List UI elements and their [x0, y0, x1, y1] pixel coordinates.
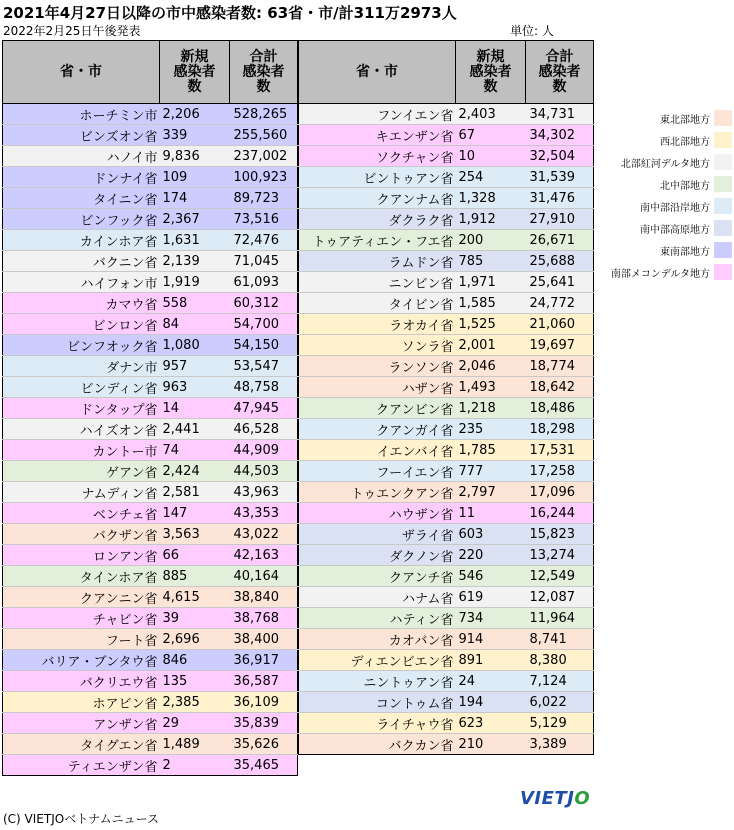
province-name-cell: ホーチミン市	[3, 104, 160, 125]
province-name-cell: ビンフック省	[3, 209, 160, 230]
new-cases-cell: 147	[160, 503, 230, 524]
legend-label: 北中部地方	[660, 180, 710, 192]
table-row	[3, 524, 298, 545]
total-cases-cell: 44,909	[230, 440, 298, 461]
total-cases-cell: 36,109	[230, 692, 298, 713]
legend-item	[596, 151, 732, 173]
legend-swatch	[714, 176, 732, 192]
table-row	[3, 230, 298, 251]
province-name-cell: イエンバイ省	[299, 440, 456, 461]
new-cases-cell: 3,563	[160, 524, 230, 545]
table-row	[3, 167, 298, 188]
province-name-cell: バリア・ブンタウ省	[3, 650, 160, 671]
legend-label: 東南部地方	[660, 246, 710, 258]
province-name-cell: ドンタップ省	[3, 398, 160, 419]
province-name-cell: ビントゥアン省	[299, 167, 456, 188]
total-cases-cell: 54,150	[230, 335, 298, 356]
province-name-cell: ライチャウ省	[299, 713, 456, 734]
total-cases-cell: 54,700	[230, 314, 298, 335]
table-row	[3, 335, 298, 356]
total-cases-cell: 100,923	[230, 167, 298, 188]
copyright-notice: (C) VIETJOベトナムニュース	[3, 812, 160, 826]
total-cases-cell: 25,641	[526, 272, 594, 293]
new-cases-cell: 2,385	[160, 692, 230, 713]
table-row	[3, 755, 298, 776]
new-cases-cell: 135	[160, 671, 230, 692]
province-name-cell: クアンチ省	[299, 566, 456, 587]
table-row	[3, 377, 298, 398]
new-cases-cell: 957	[160, 356, 230, 377]
total-cases-cell: 36,917	[230, 650, 298, 671]
new-cases-cell: 67	[456, 125, 526, 146]
logo-text-main: VIETJ	[520, 788, 575, 809]
total-cases-cell: 8,741	[526, 629, 594, 650]
new-cases-cell: 2,424	[160, 461, 230, 482]
province-name-cell: ハイフォン市	[3, 272, 160, 293]
table-row	[299, 545, 594, 566]
new-cases-cell: 235	[456, 419, 526, 440]
header-province: 省・市	[3, 41, 160, 104]
new-cases-cell: 777	[456, 461, 526, 482]
new-cases-cell: 1,631	[160, 230, 230, 251]
table-row	[3, 734, 298, 755]
table-row	[3, 629, 298, 650]
new-cases-cell: 1,785	[456, 440, 526, 461]
total-cases-cell: 12,549	[526, 566, 594, 587]
new-cases-cell: 1,912	[456, 209, 526, 230]
province-name-cell: ゲアン省	[3, 461, 160, 482]
province-name-cell: ディエンビエン省	[299, 650, 456, 671]
province-name-cell: ダナン市	[3, 356, 160, 377]
province-name-cell: ビンロン省	[3, 314, 160, 335]
province-name-cell: ハナム省	[299, 587, 456, 608]
new-cases-cell: 254	[456, 167, 526, 188]
table-row	[3, 209, 298, 230]
new-cases-cell: 1,493	[456, 377, 526, 398]
table-row	[3, 356, 298, 377]
province-name-cell: ソンラ省	[299, 335, 456, 356]
province-name-cell: フーイエン省	[299, 461, 456, 482]
total-cases-cell: 40,164	[230, 566, 298, 587]
table-row	[299, 398, 594, 419]
province-name-cell: ラムドン省	[299, 251, 456, 272]
table-row	[299, 566, 594, 587]
total-cases-cell: 36,587	[230, 671, 298, 692]
header-total-cases: 合計 感染者 数	[230, 41, 298, 104]
table-row	[299, 440, 594, 461]
province-name-cell: カオバン省	[299, 629, 456, 650]
announcement-date: 2022年2月25日午後発表	[3, 24, 141, 38]
total-cases-cell: 43,963	[230, 482, 298, 503]
total-cases-cell: 8,380	[526, 650, 594, 671]
new-cases-cell: 1,585	[456, 293, 526, 314]
total-cases-cell: 38,840	[230, 587, 298, 608]
table-row	[3, 587, 298, 608]
province-name-cell: キエンザン省	[299, 125, 456, 146]
table-row	[299, 419, 594, 440]
total-cases-cell: 38,400	[230, 629, 298, 650]
total-cases-cell: 42,163	[230, 545, 298, 566]
total-cases-cell: 32,504	[526, 146, 594, 167]
total-cases-cell: 25,688	[526, 251, 594, 272]
legend-item	[596, 217, 732, 239]
table-row	[299, 188, 594, 209]
new-cases-cell: 1,080	[160, 335, 230, 356]
province-name-cell: ビンフオック省	[3, 335, 160, 356]
new-cases-cell: 914	[456, 629, 526, 650]
total-cases-cell: 21,060	[526, 314, 594, 335]
new-cases-cell: 66	[160, 545, 230, 566]
legend-label: 南部メコンデルタ地方	[610, 268, 710, 280]
total-cases-cell: 18,486	[526, 398, 594, 419]
total-cases-cell: 255,560	[230, 125, 298, 146]
province-name-cell: ダクラク省	[299, 209, 456, 230]
total-cases-cell: 38,768	[230, 608, 298, 629]
province-name-cell: クアンナム省	[299, 188, 456, 209]
new-cases-cell: 14	[160, 398, 230, 419]
table-row	[3, 545, 298, 566]
total-cases-cell: 72,476	[230, 230, 298, 251]
new-cases-cell: 785	[456, 251, 526, 272]
new-cases-cell: 74	[160, 440, 230, 461]
province-name-cell: バクザン省	[3, 524, 160, 545]
table-row	[3, 188, 298, 209]
total-cases-cell: 73,516	[230, 209, 298, 230]
new-cases-cell: 603	[456, 524, 526, 545]
legend-swatch	[714, 242, 732, 258]
table-row	[3, 104, 298, 125]
total-cases-cell: 71,045	[230, 251, 298, 272]
new-cases-cell: 623	[456, 713, 526, 734]
new-cases-cell: 339	[160, 125, 230, 146]
total-cases-cell: 60,312	[230, 293, 298, 314]
total-cases-cell: 3,389	[526, 734, 594, 755]
table-row	[3, 146, 298, 167]
province-name-cell: クアンビン省	[299, 398, 456, 419]
legend-swatch	[714, 132, 732, 148]
legend-swatch	[714, 198, 732, 214]
region-legend	[596, 107, 732, 283]
table-row	[299, 629, 594, 650]
total-cases-cell: 26,671	[526, 230, 594, 251]
new-cases-cell: 1,525	[456, 314, 526, 335]
table-row	[3, 272, 298, 293]
total-cases-cell: 18,298	[526, 419, 594, 440]
province-name-cell: ザライ省	[299, 524, 456, 545]
table-row	[299, 272, 594, 293]
new-cases-cell: 10	[456, 146, 526, 167]
legend-item	[596, 129, 732, 151]
new-cases-cell: 11	[456, 503, 526, 524]
total-cases-cell: 34,302	[526, 125, 594, 146]
province-name-cell: ホアビン省	[3, 692, 160, 713]
total-cases-cell: 31,476	[526, 188, 594, 209]
table-row	[3, 482, 298, 503]
table-row	[3, 503, 298, 524]
table-row	[3, 650, 298, 671]
province-name-cell: フート省	[3, 629, 160, 650]
new-cases-cell: 2,139	[160, 251, 230, 272]
new-cases-cell: 734	[456, 608, 526, 629]
table-row	[299, 209, 594, 230]
new-cases-cell: 1,489	[160, 734, 230, 755]
province-name-cell: ラオカイ省	[299, 314, 456, 335]
table-row	[299, 503, 594, 524]
table-row	[299, 146, 594, 167]
total-cases-cell: 5,129	[526, 713, 594, 734]
province-name-cell: ハザン省	[299, 377, 456, 398]
table-row	[299, 692, 594, 713]
total-cases-cell: 16,244	[526, 503, 594, 524]
total-cases-cell: 12,087	[526, 587, 594, 608]
province-name-cell: バクカン省	[299, 734, 456, 755]
new-cases-cell: 558	[160, 293, 230, 314]
table-row	[299, 650, 594, 671]
legend-label: 南中部高原地方	[640, 224, 710, 236]
legend-label: 東北部地方	[660, 114, 710, 126]
table-row	[3, 125, 298, 146]
province-name-cell: ドンナイ省	[3, 167, 160, 188]
table-row	[299, 377, 594, 398]
new-cases-cell: 210	[456, 734, 526, 755]
new-cases-cell: 2,403	[456, 104, 526, 125]
province-name-cell: ハノイ市	[3, 146, 160, 167]
province-name-cell: クアンガイ省	[299, 419, 456, 440]
legend-label: 西北部地方	[660, 136, 710, 148]
table-row	[3, 461, 298, 482]
table-row	[299, 104, 594, 125]
province-name-cell: ソクチャン省	[299, 146, 456, 167]
total-cases-cell: 31,539	[526, 167, 594, 188]
table-row	[299, 293, 594, 314]
province-name-cell: コントゥム省	[299, 692, 456, 713]
province-name-cell: ベンチェ省	[3, 503, 160, 524]
logo-text-accent: O	[574, 788, 591, 809]
new-cases-cell: 963	[160, 377, 230, 398]
new-cases-cell: 2,441	[160, 419, 230, 440]
new-cases-cell: 84	[160, 314, 230, 335]
table-row	[299, 734, 594, 755]
new-cases-cell: 2,046	[456, 356, 526, 377]
total-cases-cell: 48,758	[230, 377, 298, 398]
total-cases-cell: 18,774	[526, 356, 594, 377]
total-cases-cell: 528,265	[230, 104, 298, 125]
legend-swatch	[714, 264, 732, 280]
legend-label: 北部紅河デルタ地方	[620, 158, 710, 170]
new-cases-cell: 24	[456, 671, 526, 692]
province-name-cell: タイグエン省	[3, 734, 160, 755]
table-row	[299, 671, 594, 692]
new-cases-cell: 4,615	[160, 587, 230, 608]
province-name-cell: フンイエン省	[299, 104, 456, 125]
province-name-cell: カマウ省	[3, 293, 160, 314]
total-cases-cell: 237,002	[230, 146, 298, 167]
new-cases-cell: 174	[160, 188, 230, 209]
total-cases-cell: 17,531	[526, 440, 594, 461]
total-cases-cell: 13,274	[526, 545, 594, 566]
table-row	[3, 251, 298, 272]
new-cases-cell: 1,971	[456, 272, 526, 293]
new-cases-cell: 2,581	[160, 482, 230, 503]
table-row	[299, 167, 594, 188]
table-row	[3, 314, 298, 335]
total-cases-cell: 43,353	[230, 503, 298, 524]
province-name-cell: ティエンザン省	[3, 755, 160, 776]
total-cases-cell: 7,124	[526, 671, 594, 692]
province-name-cell: ハイズオン省	[3, 419, 160, 440]
table-row	[3, 419, 298, 440]
new-cases-cell: 891	[456, 650, 526, 671]
legend-swatch	[714, 154, 732, 170]
new-cases-cell: 2,797	[456, 482, 526, 503]
new-cases-cell: 29	[160, 713, 230, 734]
total-cases-cell: 35,839	[230, 713, 298, 734]
new-cases-cell: 1,218	[456, 398, 526, 419]
province-name-cell: タイビン省	[299, 293, 456, 314]
vietjo-logo	[520, 788, 590, 809]
province-name-cell: ハティン省	[299, 608, 456, 629]
province-name-cell: ナムディン省	[3, 482, 160, 503]
table-row	[299, 482, 594, 503]
total-cases-cell: 35,626	[230, 734, 298, 755]
province-name-cell: カインホア省	[3, 230, 160, 251]
total-cases-cell: 19,697	[526, 335, 594, 356]
new-cases-cell: 2,206	[160, 104, 230, 125]
province-name-cell: ニンビン省	[299, 272, 456, 293]
table-row	[3, 713, 298, 734]
total-cases-cell: 53,547	[230, 356, 298, 377]
province-name-cell: チャビン省	[3, 608, 160, 629]
legend-item	[596, 107, 732, 129]
total-cases-cell: 61,093	[230, 272, 298, 293]
total-cases-cell: 43,022	[230, 524, 298, 545]
table-row	[3, 608, 298, 629]
new-cases-cell: 2	[160, 755, 230, 776]
total-cases-cell: 34,731	[526, 104, 594, 125]
header-new-cases: 新規 感染者 数	[456, 41, 526, 104]
legend-swatch	[714, 220, 732, 236]
table-row	[299, 230, 594, 251]
total-cases-cell: 24,772	[526, 293, 594, 314]
legend-item	[596, 261, 732, 283]
province-name-cell: トゥアティエン・フエ省	[299, 230, 456, 251]
total-cases-cell: 15,823	[526, 524, 594, 545]
total-cases-cell: 27,910	[526, 209, 594, 230]
new-cases-cell: 220	[456, 545, 526, 566]
total-cases-cell: 35,465	[230, 755, 298, 776]
total-cases-cell: 89,723	[230, 188, 298, 209]
table-row	[299, 335, 594, 356]
total-cases-cell: 17,258	[526, 461, 594, 482]
new-cases-cell: 546	[456, 566, 526, 587]
province-name-cell: ハウザン省	[299, 503, 456, 524]
legend-item	[596, 239, 732, 261]
total-cases-cell: 46,528	[230, 419, 298, 440]
table-row	[299, 524, 594, 545]
province-name-cell: タイニン省	[3, 188, 160, 209]
table-row	[299, 125, 594, 146]
total-cases-cell: 18,642	[526, 377, 594, 398]
province-name-cell: タインホア省	[3, 566, 160, 587]
new-cases-cell: 2,696	[160, 629, 230, 650]
province-name-cell: クアンニン省	[3, 587, 160, 608]
total-cases-cell: 11,964	[526, 608, 594, 629]
legend-item	[596, 195, 732, 217]
province-name-cell: カントー市	[3, 440, 160, 461]
table-row	[3, 671, 298, 692]
new-cases-cell: 2,001	[456, 335, 526, 356]
page-title: 2021年4月27日以降の市中感染者数: 63省・市/計311万2973人	[3, 4, 457, 22]
cases-table-left	[2, 40, 298, 776]
province-name-cell: ビンディン省	[3, 377, 160, 398]
table-row	[299, 587, 594, 608]
new-cases-cell: 846	[160, 650, 230, 671]
total-cases-cell: 6,022	[526, 692, 594, 713]
table-row	[299, 314, 594, 335]
unit-label: 単位: 人	[510, 24, 554, 38]
table-row	[299, 251, 594, 272]
new-cases-cell: 1,328	[456, 188, 526, 209]
header-total-cases: 合計 感染者 数	[526, 41, 594, 104]
new-cases-cell: 9,836	[160, 146, 230, 167]
new-cases-cell: 2,367	[160, 209, 230, 230]
new-cases-cell: 39	[160, 608, 230, 629]
legend-item	[596, 173, 732, 195]
table-row	[299, 461, 594, 482]
province-name-cell: ビンズオン省	[3, 125, 160, 146]
province-name-cell: アンザン省	[3, 713, 160, 734]
total-cases-cell: 44,503	[230, 461, 298, 482]
cases-table-right	[298, 40, 594, 755]
table-row	[299, 608, 594, 629]
new-cases-cell: 1,919	[160, 272, 230, 293]
total-cases-cell: 17,096	[526, 482, 594, 503]
province-name-cell: ニントゥアン省	[299, 671, 456, 692]
province-name-cell: ランソン省	[299, 356, 456, 377]
header-new-cases: 新規 感染者 数	[160, 41, 230, 104]
header-province: 省・市	[299, 41, 456, 104]
new-cases-cell: 194	[456, 692, 526, 713]
table-row	[299, 356, 594, 377]
province-name-cell: トゥエンクアン省	[299, 482, 456, 503]
table-row	[299, 713, 594, 734]
new-cases-cell: 619	[456, 587, 526, 608]
table-row	[3, 440, 298, 461]
table-row	[3, 398, 298, 419]
total-cases-cell: 47,945	[230, 398, 298, 419]
new-cases-cell: 885	[160, 566, 230, 587]
legend-label: 南中部沿岸地方	[640, 202, 710, 214]
province-name-cell: バクニン省	[3, 251, 160, 272]
new-cases-cell: 200	[456, 230, 526, 251]
table-row	[3, 692, 298, 713]
table-row	[3, 293, 298, 314]
new-cases-cell: 109	[160, 167, 230, 188]
table-row	[3, 566, 298, 587]
province-name-cell: ダクノン省	[299, 545, 456, 566]
province-name-cell: ロンアン省	[3, 545, 160, 566]
province-name-cell: バクリエウ省	[3, 671, 160, 692]
legend-swatch	[714, 110, 732, 126]
